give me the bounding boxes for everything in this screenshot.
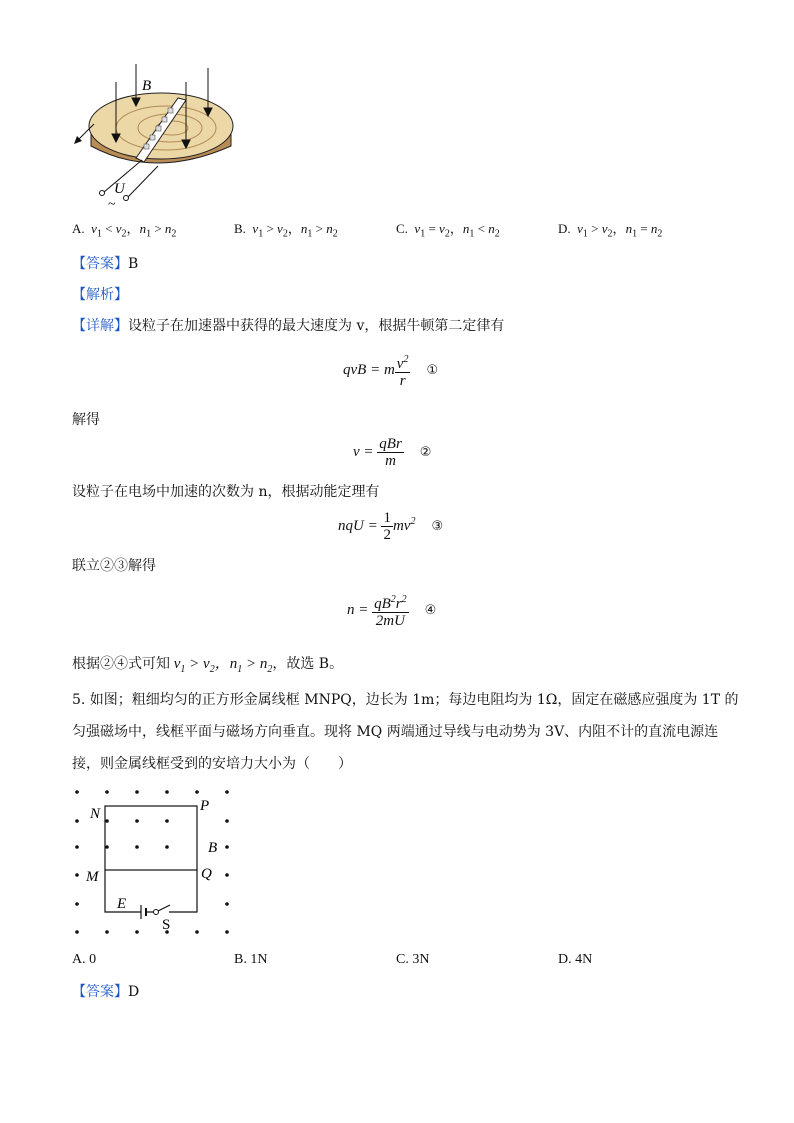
q4-answer: 【答案】B <box>72 256 139 272</box>
q4-line2: 设粒子在电场中加速的次数为 n，根据动能定理有 <box>72 484 380 500</box>
cyclotron-figure <box>66 62 246 212</box>
q5-option-d[interactable]: D. 4N <box>558 952 593 967</box>
voltage-label-u: U <box>114 181 125 197</box>
equation-3: nqU = $\frac{1}{2}$ $mv^2$ ③ <box>338 510 444 543</box>
q4-options <box>72 218 752 240</box>
q4-option-d[interactable]: D. $v_1 > v_2$，$n_1 = n_2$ <box>558 221 663 240</box>
q5-answer: 【答案】D <box>72 984 140 1000</box>
label-s: S <box>162 917 171 933</box>
q5-option-a[interactable]: A. 0 <box>72 952 97 967</box>
label-m: M <box>86 869 99 885</box>
equation-1: qvB = m $\frac{v^2}{r}$ ① <box>343 354 439 389</box>
q4-analysis-label: 【解析】 <box>72 287 128 303</box>
q4-option-a[interactable]: A. $v_1 < v_2$，$n_1 > n_2$ <box>72 221 177 240</box>
q5-options <box>72 952 752 974</box>
q5-option-c[interactable]: C. 3N <box>396 952 430 967</box>
equation-4: n = $\frac{qB^2r^2}{2mU}$ ④ <box>347 594 437 629</box>
solve-label-1: 解得 <box>72 412 100 428</box>
solve-label-2: 联立②③解得 <box>72 558 156 574</box>
label-q: Q <box>201 866 212 882</box>
field-label-b: B <box>142 78 152 94</box>
q5-line1: 5. 如图；粗细均匀的正方形金属线框 MNPQ，边长为 1m；每边电阻均为 1Ω，固定在磁感应强度为 1T 的 <box>72 692 739 708</box>
q4-conclusion: 根据②④式可知 $v_1 > v_2$，$n_1 > n_2$，故选 B。 <box>72 656 344 675</box>
q5-line2: 匀强磁场中，线框平面与磁场方向垂直。现将 MQ 两端通过导线与电动势为 3V、内阻不计的直流电源连 <box>72 724 719 740</box>
label-e: E <box>117 896 127 912</box>
q4-option-c[interactable]: C. $v_1 = v_2$，$n_1 < n_2$ <box>396 221 500 240</box>
q4-detail: 【详解】设粒子在加速器中获得的最大速度为 v，根据牛顿第二定律有 <box>72 318 505 334</box>
q5-option-b[interactable]: B. 1N <box>234 952 268 967</box>
ac-symbol: ~ <box>108 197 116 212</box>
label-b: B <box>208 840 218 856</box>
label-p: P <box>200 798 210 814</box>
equation-2: v = $\frac{\text{qBr}}{m}$ ② <box>353 436 432 469</box>
square-frame-figure <box>66 784 242 940</box>
label-n: N <box>90 806 101 822</box>
q5-line3: 接，则金属线框受到的安培力大小为（ ） <box>72 756 352 772</box>
q4-option-b[interactable]: B. $v_1 > v_2$，$n_1 > n_2$ <box>234 221 338 240</box>
